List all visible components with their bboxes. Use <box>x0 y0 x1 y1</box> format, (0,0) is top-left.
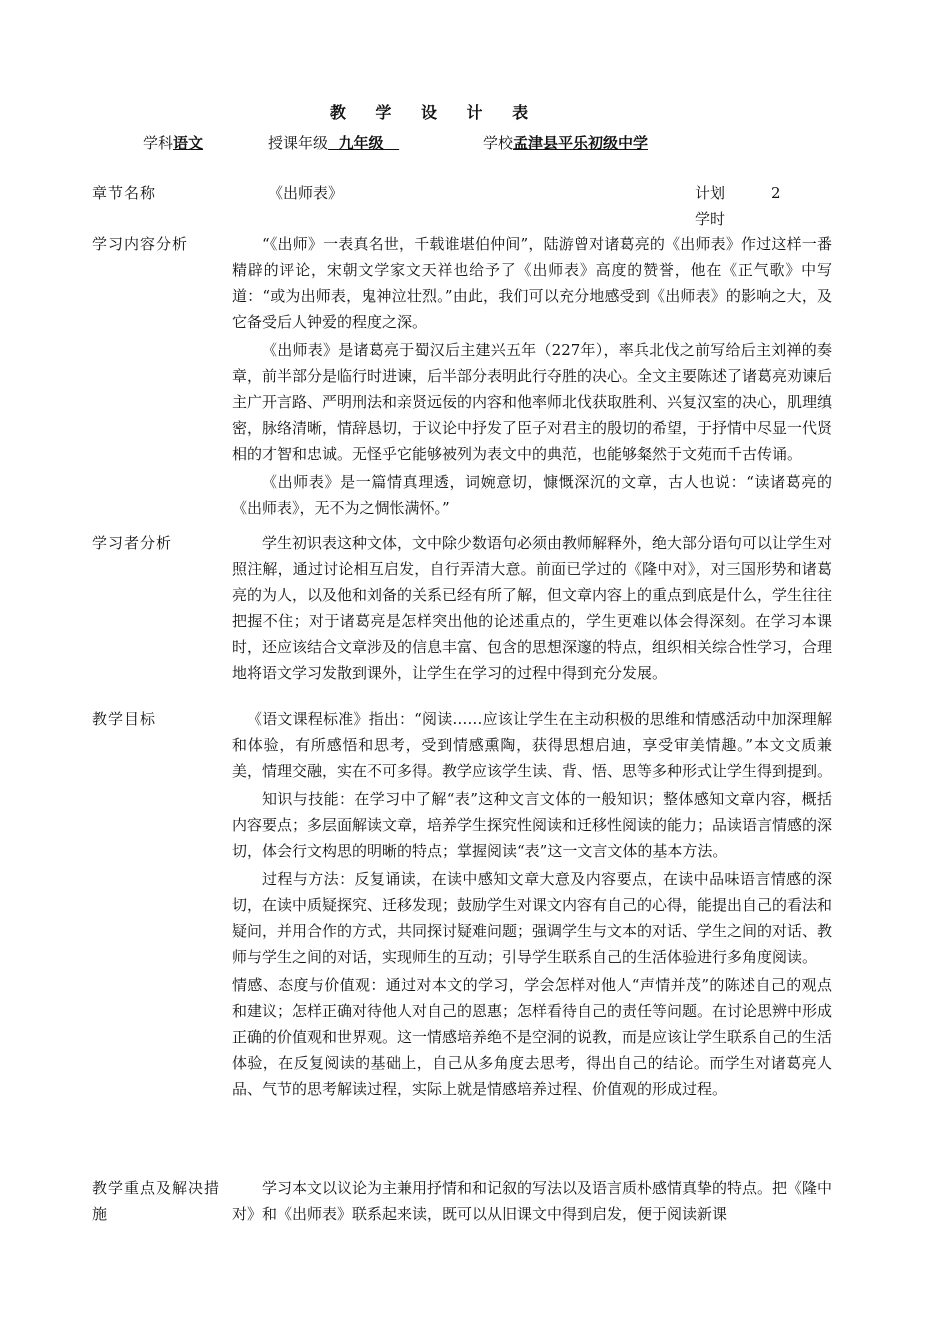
grade-label: 授课年级 <box>268 134 329 152</box>
goals-paragraph: 《语文课程标准》指出：“阅读……应该让学生在主动积极的思维和情感活动中加深理解和体验，有所感悟和思考，受到情感熏陶，获得思想启迪，享受审美情趣。”本文文质兼美，情理交融，实在不可多得。教学应该学生读、背、悟、思等多种形式让学生得到提到。 <box>232 710 833 780</box>
content-paragraph: 《出师表》是一篇情真理透，词婉意切，慷慨深沉的文章，古人也说：“读诸葛亮的《出师表》，无不为之惆怅满怀。” <box>232 473 832 517</box>
grade-group <box>268 132 399 153</box>
chapter-row <box>0 180 950 232</box>
school-value: 孟津县平乐初级中学 <box>513 134 649 152</box>
key-points-label: 教学重点及解决措施 <box>92 1179 221 1223</box>
content-analysis-label: 学习内容分析 <box>92 235 189 253</box>
key-points-body <box>232 1175 832 1229</box>
learner-analysis-body <box>232 530 832 688</box>
subject-value: 语文 <box>173 134 204 152</box>
goals-paragraph: 情感、态度与价值观：通过对本文的学习，学会怎样对他人“声情并茂”的陈述自己的观点和建议；怎样正确对待他人对自己的恩惠；怎样看待自己的责任等问题。在讨论思辨中形成正确的价值观和世界观。这一情感培养绝不是空洞的说教，而是应该让学生联系自己的生活体验，在反复阅读的基础上，自己从多角度去思考，得出自己的结论。而学生对诸葛亮人品、气节的思考解读过程，实际上就是情感培养过程、价值观的形成过程。 <box>232 976 833 1098</box>
meta-row <box>143 132 649 153</box>
page-title: 教 学 设 计 表 <box>329 103 541 122</box>
school-label: 学校 <box>483 134 514 152</box>
learner-analysis-label: 学习者分析 <box>92 534 173 552</box>
teaching-goals-body <box>232 706 832 1104</box>
school-group <box>483 132 648 153</box>
chapter-title: 《出师表》 <box>268 184 344 202</box>
key-points-paragraph: 学习本文以议论为主兼用抒情和和记叙的写法以及语言质朴感情真挚的特点。把《隆中对》和《出师表》联系起来读，既可以从旧课文中得到启发，便于阅读新课 <box>232 1179 833 1223</box>
learner-paragraph: 学生初识表这种文体，文中除少数语句必须由教师解释外，绝大部分语句可以让学生对照注解，通过讨论相互启发，自行弄清大意。前面已学过的《隆中对》，对三国形势和诸葛亮的为人，以及他和刘备的关系已经有所了解，但文章内容上的重点到底是什么，学生往往把握不住；对于诸葛亮是怎样突出他的论述重点的，学生更难以体会得深刻。在学习本课时，还应该结合文章涉及的信息丰富、包含的思想深邃的特点，组织相关综合性学习，合理地将语文学习发散到课外，让学生在学习的过程中得到充分发展。 <box>232 534 833 682</box>
grade-value: 九年级 <box>338 134 384 152</box>
content-analysis-body <box>232 231 832 523</box>
subject-label: 学科 <box>143 134 174 152</box>
plan-hours-value: 2 <box>771 184 781 202</box>
plan-hours-label: 计划学时 <box>695 184 726 228</box>
teaching-goals-label: 教学目标 <box>92 710 157 728</box>
content-paragraph: 《出师表》是诸葛亮于蜀汉后主建兴五年（227年），率兵北伐之前写给后主刘禅的奏章，前半部分是临行时进谏，后半部分表明此行夺胜的决心。全文主要陈述了诸葛亮劝谏后主广开言路、严明刑法和亲贤远佞的内容和他率师北伐获取胜利、兴复汉室的决心，肌理缜密，脉络清晰，情辞恳切，于议论中抒发了臣子对君主的殷切的希望，于抒情中尽显一代贤相的才智和忠诚。无怪乎它能够被列为表文中的典范，也能够粲然于文苑而千古传诵。 <box>232 341 833 463</box>
goals-paragraph: 过程与方法：反复诵读，在读中感知文章大意及内容要点，在读中品味语言情感的深切，在读中质疑探究、迁移发现；鼓励学生对课文内容有自己的心得，能提出自己的看法和疑问，并用合作的方式，共同探讨疑难问题；强调学生与文本的对话、学生之间的对话、教师与学生之间的对话，实现师生的互动；引导学生联系自己的生活体验进行多角度阅读。 <box>232 870 833 966</box>
content-paragraph: “《出师》一表真名世，千载谁堪伯仲间”，陆游曾对诸葛亮的《出师表》作过这样一番精辟的评论，宋朝文学家文天祥也给予了《出师表》高度的赞誉，他在《正气歌》中写道：“或为出师表，鬼神泣壮烈。”由此，我们可以充分地感受到《出师表》的影响之大，及它备受后人钟爱的程度之深。 <box>232 235 832 331</box>
chapter-label: 章节名称 <box>92 184 157 202</box>
goals-paragraph: 知识与技能：在学习中了解“表”这种文言文体的一般知识；整体感知文章内容，概括内容要点；多层面解读文章，培养学生探究性阅读和迁移性阅读的能力；品读语言情感的深切，体会行文构思的明晰的特点；掌握阅读“表”这一文言文体的基本方法。 <box>232 790 833 860</box>
